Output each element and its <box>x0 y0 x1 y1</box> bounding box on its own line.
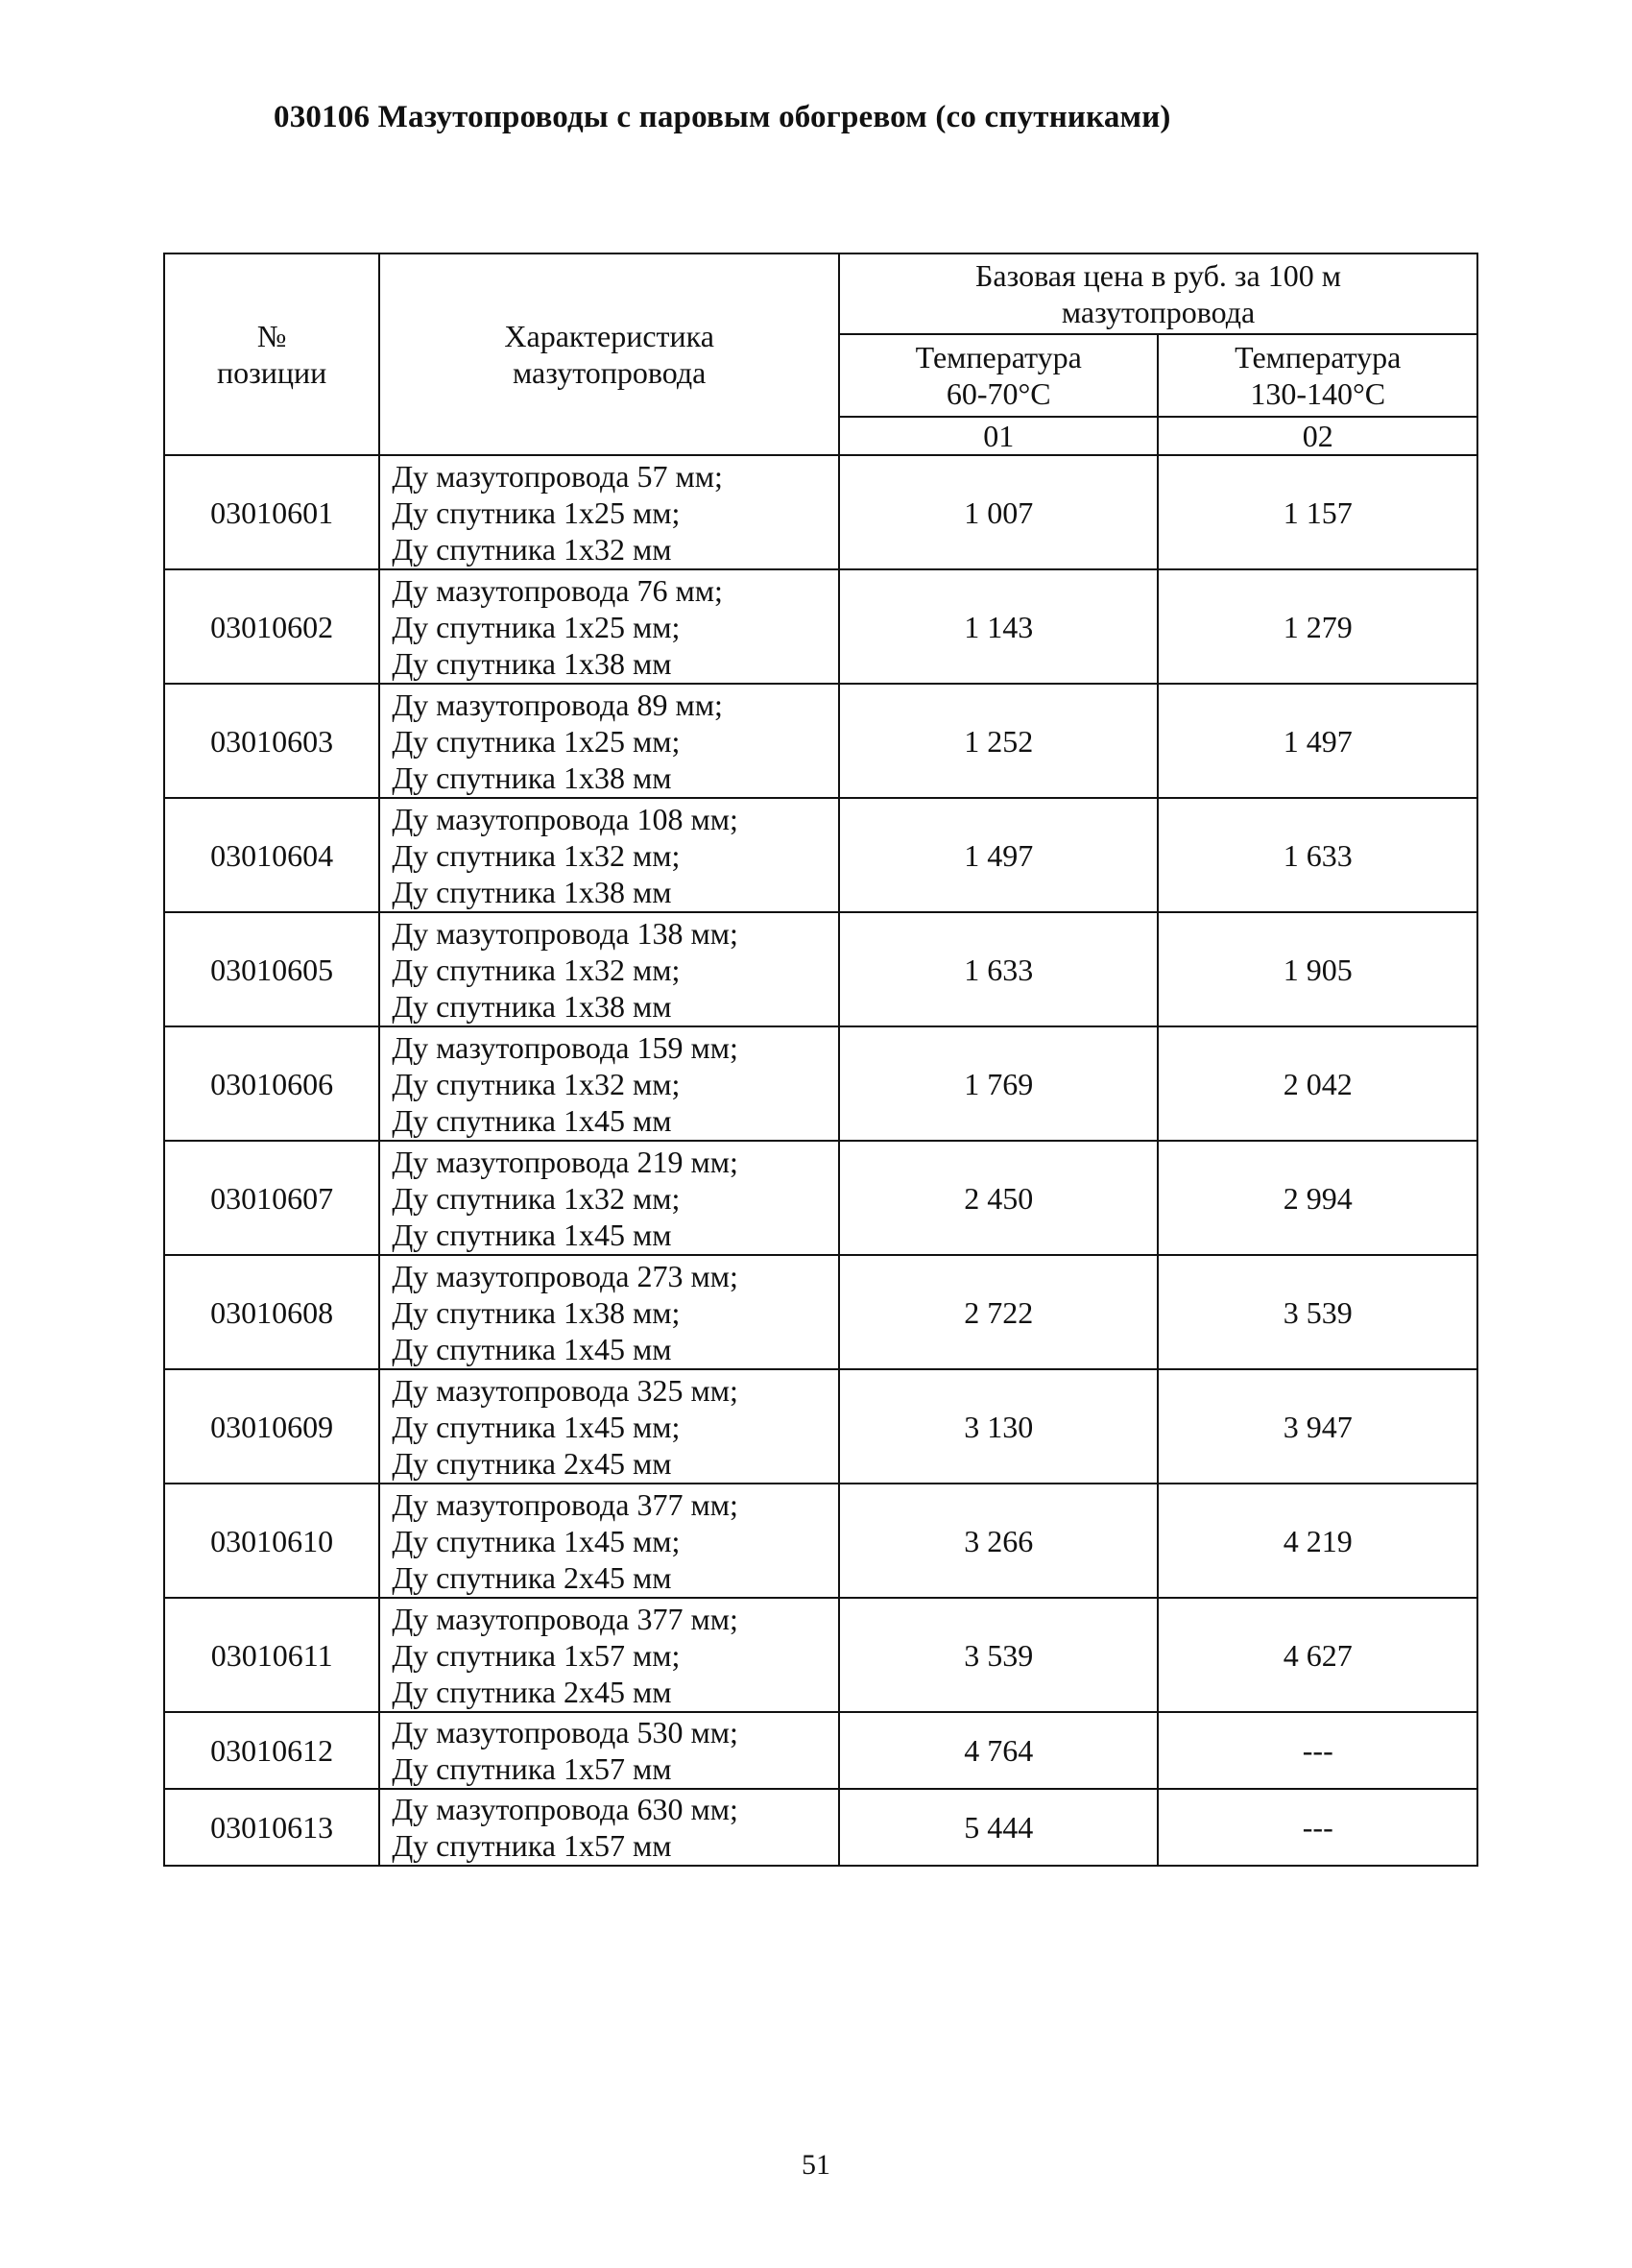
price-60-70-cell: 1 143 <box>839 569 1158 684</box>
characteristic-cell <box>379 1255 839 1369</box>
characteristic-line: Ду спутника 1х57 мм; <box>392 1637 681 1673</box>
table-body <box>164 455 1477 1866</box>
price-60-70-cell: 2 450 <box>839 1141 1158 1255</box>
position-cell: 03010607 <box>164 1141 379 1255</box>
header-code-01: 01 <box>839 417 1158 455</box>
header-temperature-1: Температура 60-70°С <box>839 334 1158 417</box>
characteristic-line: Ду мазутопровода 377 мм; <box>392 1601 738 1636</box>
characteristic-cell <box>379 798 839 912</box>
price-130-140-cell: 3 947 <box>1158 1369 1477 1484</box>
characteristic-line: Ду мазутопровода 219 мм; <box>392 1144 738 1179</box>
characteristic-line: Ду спутника 1х57 мм <box>392 1828 672 1863</box>
position-cell: 03010602 <box>164 569 379 684</box>
price-130-140-cell: 2 994 <box>1158 1141 1477 1255</box>
characteristic-line: Ду мазутопровода 273 мм; <box>392 1258 738 1293</box>
price-60-70-cell: 2 722 <box>839 1255 1158 1369</box>
characteristic-cell <box>379 455 839 569</box>
position-cell: 03010609 <box>164 1369 379 1484</box>
price-60-70-cell: 4 764 <box>839 1712 1158 1789</box>
characteristic-line: Ду спутника 1х45 мм <box>392 1331 672 1366</box>
characteristic-cell <box>379 684 839 798</box>
characteristic-line: Ду спутника 1х25 мм; <box>392 495 681 530</box>
characteristic-cell <box>379 912 839 1026</box>
table-row <box>164 1712 1477 1789</box>
characteristic-line: Ду мазутопровода 377 мм; <box>392 1486 738 1522</box>
position-cell: 03010606 <box>164 1026 379 1141</box>
price-60-70-cell: 1 633 <box>839 912 1158 1026</box>
position-cell: 03010610 <box>164 1484 379 1598</box>
price-130-140-cell: 1 157 <box>1158 455 1477 569</box>
position-cell: 03010601 <box>164 455 379 569</box>
characteristic-line: Ду спутника 1х32 мм; <box>392 952 681 987</box>
price-60-70-cell: 3 266 <box>839 1484 1158 1598</box>
characteristic-line: Ду мазутопровода 530 мм; <box>392 1715 738 1749</box>
price-130-140-cell: 4 219 <box>1158 1484 1477 1598</box>
characteristic-cell <box>379 569 839 684</box>
price-60-70-cell: 1 007 <box>839 455 1158 569</box>
price-130-140-cell: 1 905 <box>1158 912 1477 1026</box>
price-130-140-cell: 1 633 <box>1158 798 1477 912</box>
price-60-70-cell: 1 252 <box>839 684 1158 798</box>
characteristic-line: Ду спутника 1х32 мм; <box>392 1180 681 1216</box>
characteristic-line: Ду спутника 1х32 мм; <box>392 837 681 873</box>
price-130-140-cell: 2 042 <box>1158 1026 1477 1141</box>
characteristic-line: Ду спутника 1х38 мм <box>392 645 672 681</box>
characteristic-cell <box>379 1026 839 1141</box>
price-130-140-cell: 1 497 <box>1158 684 1477 798</box>
characteristic-line: Ду спутника 1х45 мм <box>392 1102 672 1138</box>
characteristic-line: Ду спутника 1х45 мм <box>392 1217 672 1252</box>
characteristic-line: Ду спутника 1х45 мм; <box>392 1523 681 1558</box>
characteristic-line: Ду мазутопровода 57 мм; <box>392 458 723 494</box>
price-130-140-cell: 1 279 <box>1158 569 1477 684</box>
price-60-70-cell: 5 444 <box>839 1789 1158 1866</box>
characteristic-line: Ду мазутопровода 159 мм; <box>392 1029 738 1065</box>
page-title: 030106 Мазутопроводы с паровым обогревом (со спутниками) <box>274 100 1171 134</box>
price-130-140-cell: 4 627 <box>1158 1598 1477 1712</box>
table-header <box>164 253 1477 455</box>
position-cell: 03010612 <box>164 1712 379 1789</box>
position-cell: 03010604 <box>164 798 379 912</box>
table-row <box>164 1255 1477 1369</box>
characteristic-cell <box>379 1712 839 1789</box>
characteristic-line: Ду мазутопровода 138 мм; <box>392 915 738 951</box>
table-row <box>164 1369 1477 1484</box>
characteristic-line: Ду мазутопровода 630 мм; <box>392 1792 738 1826</box>
position-cell: 03010603 <box>164 684 379 798</box>
characteristic-cell <box>379 1484 839 1598</box>
characteristic-line: Ду спутника 1х38 мм <box>392 988 672 1024</box>
header-code-02: 02 <box>1158 417 1477 455</box>
table-row <box>164 798 1477 912</box>
price-table <box>163 253 1478 1867</box>
characteristic-line: Ду спутника 2х45 мм <box>392 1445 672 1481</box>
price-60-70-cell: 3 130 <box>839 1369 1158 1484</box>
price-60-70-cell: 1 497 <box>839 798 1158 912</box>
price-60-70-cell: 1 769 <box>839 1026 1158 1141</box>
header-base-price: Базовая цена в руб. за 100 м мазутопровода <box>839 253 1477 334</box>
characteristic-line: Ду спутника 1х32 мм <box>392 531 672 567</box>
page-number: 51 <box>802 2149 830 2181</box>
characteristic-cell <box>379 1369 839 1484</box>
price-60-70-cell: 3 539 <box>839 1598 1158 1712</box>
characteristic-line: Ду мазутопровода 89 мм; <box>392 687 723 722</box>
table-row <box>164 1598 1477 1712</box>
table-row <box>164 684 1477 798</box>
characteristic-line: Ду спутника 2х45 мм <box>392 1674 672 1709</box>
position-cell: 03010605 <box>164 912 379 1026</box>
price-130-140-cell: --- <box>1158 1712 1477 1789</box>
characteristic-line: Ду спутника 2х45 мм <box>392 1559 672 1595</box>
characteristic-line: Ду спутника 1х32 мм; <box>392 1066 681 1101</box>
position-cell: 03010608 <box>164 1255 379 1369</box>
characteristic-line: Ду спутника 1х57 мм <box>392 1751 672 1786</box>
characteristic-cell <box>379 1141 839 1255</box>
table-row <box>164 455 1477 569</box>
table-row <box>164 1141 1477 1255</box>
characteristic-line: Ду спутника 1х38 мм <box>392 874 672 909</box>
characteristic-line: Ду спутника 1х45 мм; <box>392 1409 681 1444</box>
characteristic-cell <box>379 1789 839 1866</box>
characteristic-line: Ду мазутопровода 76 мм; <box>392 572 723 608</box>
table-row <box>164 1026 1477 1141</box>
header-position: № позиции <box>164 253 379 455</box>
table-row <box>164 569 1477 684</box>
table-row <box>164 1789 1477 1866</box>
position-cell: 03010613 <box>164 1789 379 1866</box>
price-130-140-cell: 3 539 <box>1158 1255 1477 1369</box>
characteristic-line: Ду мазутопровода 108 мм; <box>392 801 738 836</box>
characteristic-line: Ду спутника 1х38 мм; <box>392 1294 681 1330</box>
table-row <box>164 912 1477 1026</box>
table-row <box>164 1484 1477 1598</box>
characteristic-line: Ду спутника 1х25 мм; <box>392 723 681 759</box>
characteristic-line: Ду спутника 1х25 мм; <box>392 609 681 644</box>
position-cell: 03010611 <box>164 1598 379 1712</box>
characteristic-line: Ду спутника 1х38 мм <box>392 760 672 795</box>
characteristic-line: Ду мазутопровода 325 мм; <box>392 1372 738 1408</box>
price-130-140-cell: --- <box>1158 1789 1477 1866</box>
header-temperature-2: Температура 130-140°С <box>1158 334 1477 417</box>
header-characteristic: Характеристика мазутопровода <box>379 253 839 455</box>
characteristic-cell <box>379 1598 839 1712</box>
